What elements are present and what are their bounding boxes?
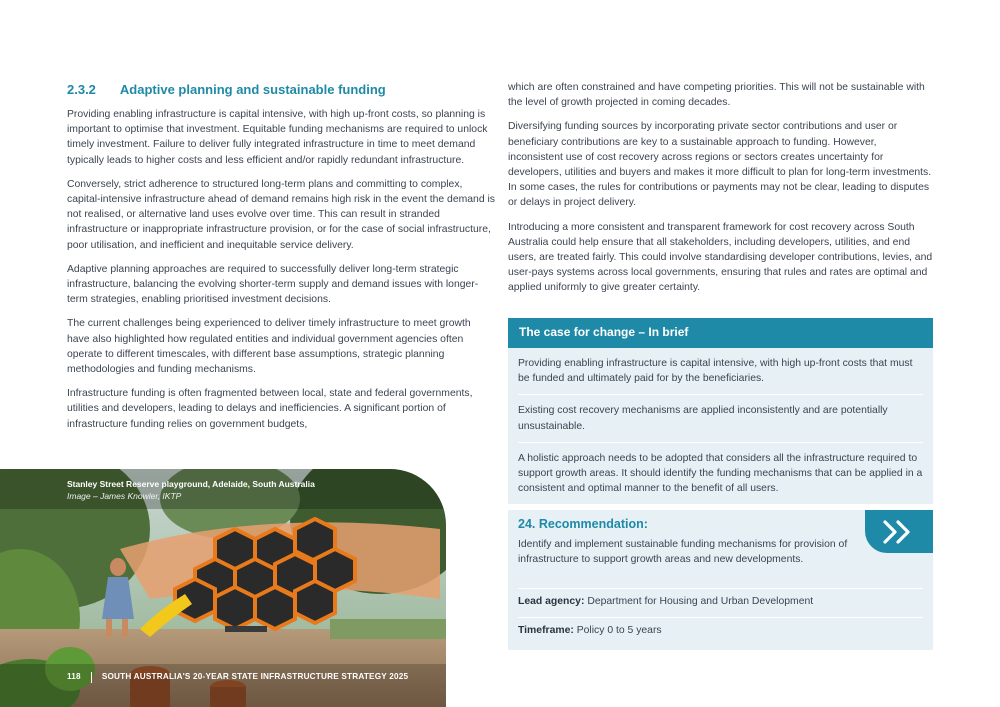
timeframe-value: Policy 0 to 5 years <box>576 625 662 636</box>
paragraph: which are often constrained and have competing priorities. This will not be sustainable with the level of growth projected in coming decades. <box>508 82 925 109</box>
brief-item: A holistic approach needs to be adopted that considers all the infrastructure required to support growth areas. It should identify the funding mechanisms that can be applied in a consistent and optimal manner to the benefit of all users. <box>518 452 923 495</box>
paragraph: Providing enabling infrastructure is capital intensive, with high up-front costs, so planning is important to optimise that investment. Equitable funding mechanisms are required to unlock timely investment. Failure to deliver fully integrated infrastructure in time to meet demand typically leads to higher costs and less efficient and/or rapidly redundant infrastructure. <box>67 109 488 166</box>
case-for-change-title: The case for change – In brief <box>508 318 933 348</box>
lead-agency-value: Department for Housing and Urban Development <box>587 596 814 607</box>
recommendation-title: 24. Recommendation: <box>518 517 648 531</box>
recommendation-text: Identify and implement sustainable funding mechanisms for provision of infrastructure to support growth areas and new developments. <box>518 539 848 566</box>
footer-divider <box>91 672 92 683</box>
paragraph: The current challenges being experienced to deliver timely infrastructure to meet growth have also highlighted how regulated entities and individual government agencies often operate to different timescales, with different base assumptions, strategic planning methodologies and funding mechanisms. <box>67 318 471 376</box>
brief-item: Providing enabling infrastructure is capital intensive, with high up-front costs that must be funded and ultimately paid for by the beneficiaries. <box>518 348 923 395</box>
paragraph: Adaptive planning approaches are required to successfully deliver long-term strategic infrastructure, balancing the evolving shorter-term supply and demand issues with longer-term strategies, enabling prioritised investment decisions. <box>67 263 479 306</box>
brief-item: Existing cost recovery mechanisms are applied inconsistently and are potentially unsustainable. <box>518 395 923 442</box>
paragraph: Conversely, strict adherence to structured long-term plans and committing to complex, capital-intensive infrastructure ahead of demand remains high risk in the event the demand is not realised, or alternative land uses evolve over time. This can result in stranded infrastructure or inappropriate infrastructure provision, or for the case of social infrastructure, poor utilisation, and inefficient and inequitable service delivery. <box>67 178 495 251</box>
left-column <box>67 80 495 441</box>
double-chevron-right-icon <box>879 517 919 547</box>
page-footer <box>67 672 408 683</box>
publication-title: SOUTH AUSTRALIA'S 20-YEAR STATE INFRASTRUCTURE STRATEGY 2025 <box>101 672 409 681</box>
timeframe-row <box>518 617 923 636</box>
paragraph: Infrastructure funding is often fragmented between local, state and federal governments, utilities and developers, leading to delays and inefficiencies. A significant portion of infrastructure funding relies on government budgets, <box>67 388 473 430</box>
lead-agency-row <box>518 588 923 607</box>
paragraph: Introducing a more consistent and transparent framework for cost recovery across South Australia could help ensure that all stakeholders, including developers, utilities, and end users, are treated fairly. This could involve standardising developer contributions, levies, and user-pays systems across local governments, ensuring that rules and rates are optimal and applied uniformly to give greater certainty. <box>508 221 933 294</box>
photo-caption <box>67 479 315 501</box>
recommendation-panel <box>508 510 933 650</box>
paragraph: Diversifying funding sources by incorporating private sector contributions and user or beneficiary contributions are key to a sustainable approach to funding. However, inconsistent use of cost recovery across regions or sectors creates uncertainty for developers, utilities and buyers and makes it more difficult to plan for long-term investments. In some cases, the rules for contributions or payments may not be clear, leading to disputes or delays in project delivery. <box>508 121 932 209</box>
case-for-change-panel <box>508 318 933 504</box>
lead-agency-label: Lead agency: <box>518 596 585 607</box>
section-number: 2.3.2 <box>67 82 96 97</box>
caption-credit: Image – James Knowler, IKTP <box>67 491 182 501</box>
timeframe-label: Timeframe: <box>518 625 574 636</box>
section-title: Adaptive planning and sustainable funding <box>119 82 386 97</box>
section-heading <box>67 82 495 97</box>
caption-title: Stanley Street Reserve playground, Adelaide, South Australia <box>67 479 315 489</box>
right-column <box>508 80 933 305</box>
page-number: 118 <box>67 672 81 681</box>
recommendation-tab <box>865 510 933 553</box>
